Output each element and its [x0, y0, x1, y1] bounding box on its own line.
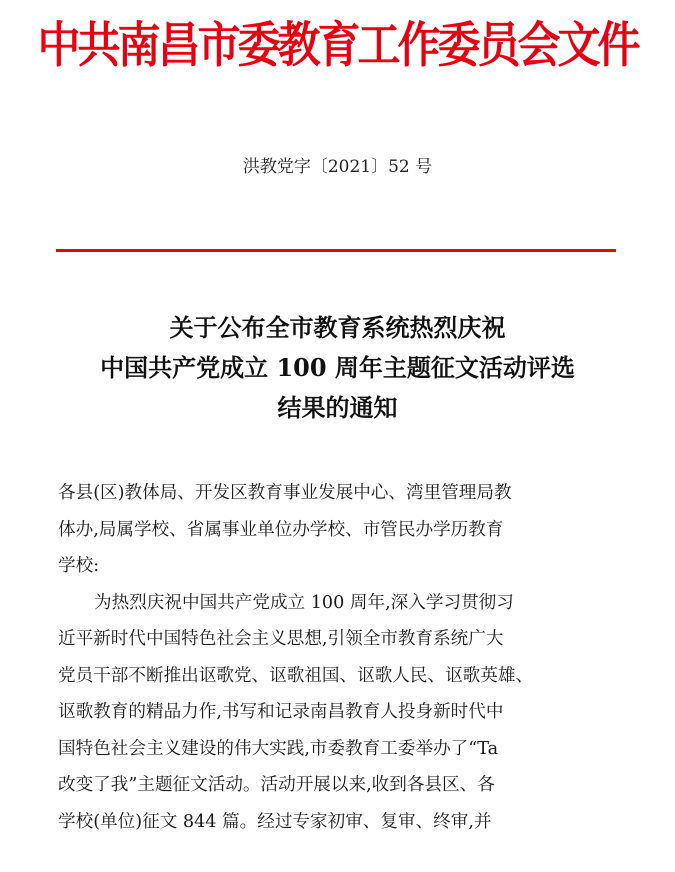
paragraph-line: 讴歌教育的精品力作,书写和记录南昌教育人投身新时代中	[58, 702, 504, 722]
document-header-title: 中共南昌市委教育工作委员会文件	[37, 17, 638, 74]
paragraph-line: 国特色社会主义建设的伟大实践,市委教育工委举办了“Ta	[58, 738, 499, 759]
document-number: 洪教党字〔2021〕52 号	[242, 157, 433, 177]
notice-title-line: 结果的通知	[277, 393, 398, 422]
paragraph-line: 党员干部不断推出讴歌党、讴歌祖国、讴歌人民、讴歌英雄、	[58, 665, 534, 686]
recipient-line: 学校:	[58, 556, 100, 576]
red-divider-line	[56, 249, 616, 252]
paragraph-line: 近平新时代中国特色社会主义思想,引领全市教育系统广大	[58, 629, 504, 649]
paragraph-line: 学校(单位)征文 844 篇。经过专家初审、复审、终审,并	[58, 811, 492, 832]
notice-title-line: 中国共产党成立 100 周年主题征文活动评选	[100, 353, 575, 382]
notice-title	[0, 308, 675, 428]
paragraph-line: 改变了我”主题征文活动。活动开展以来,收到各县区、各	[58, 775, 495, 795]
paragraph-line: 为热烈庆祝中国共产党成立 100 周年,深入学习贯彻习	[94, 592, 514, 613]
notice-body	[58, 475, 618, 840]
recipient-line: 体办,局属学校、省属事业单位办学校、市管民办学历教育	[58, 519, 504, 540]
notice-title-line: 关于公布全市教育系统热烈庆祝	[169, 313, 506, 342]
recipient-line: 各县(区)教体局、开发区教育事业发展中心、湾里管理局教	[58, 483, 512, 503]
